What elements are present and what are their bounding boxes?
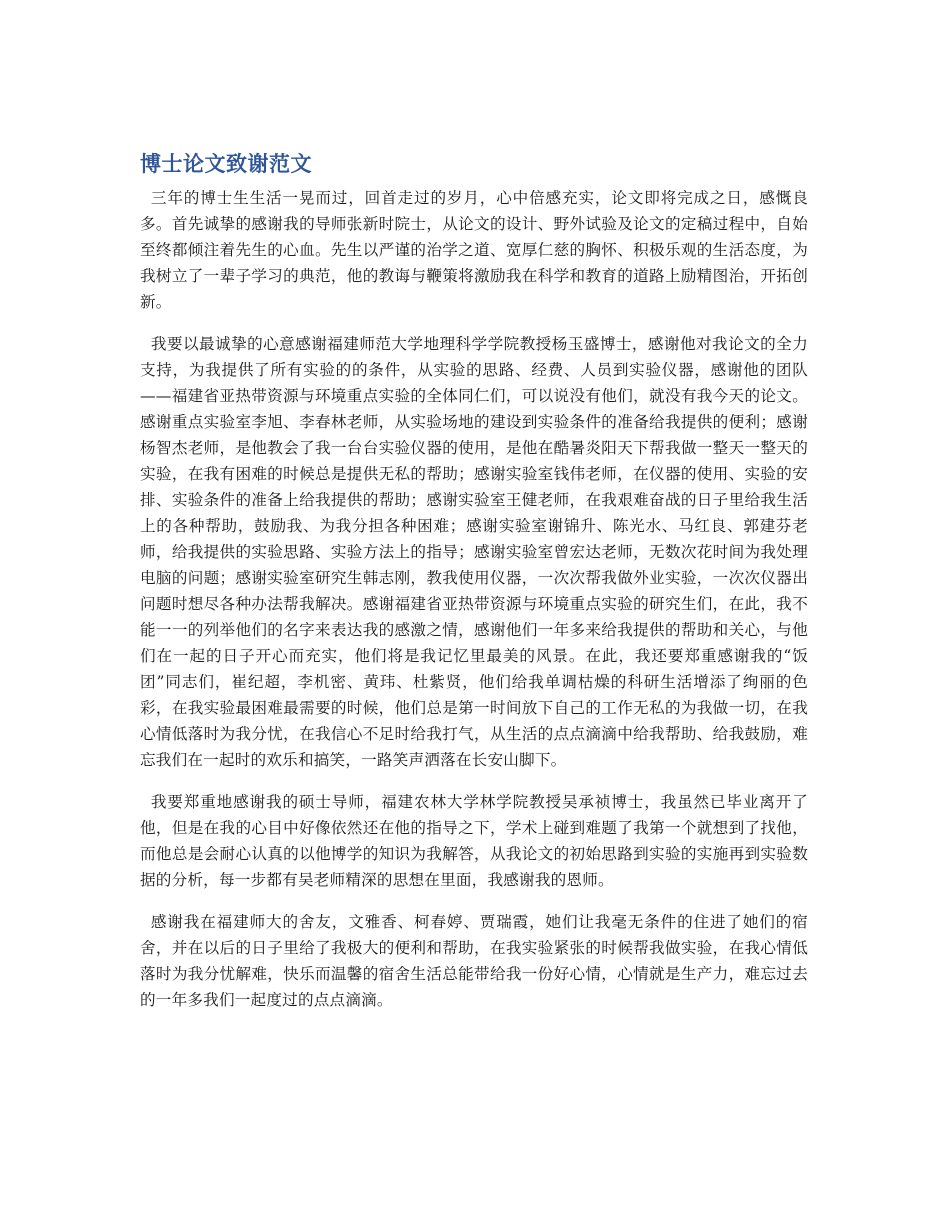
document-body — [140, 149, 808, 1029]
document-title: 博士论文致谢范文 — [140, 152, 312, 176]
paragraph-master-advisor-thanks: 我要郑重地感谢我的硕士导师，福建农林大学林学院教授吴承祯博士，我虽然已毕业离开了他，但是在我的心目中好像依然还在他的指导之下，学术上碰到难题了我第一个就想到了找他，而他总是会耐心认真的以他博学的知识为我解答，从我论文的初始思路到实验的实施再到实验数据的分析，每一步都有吴老师精深的思想在里面，我感谢我的恩师。 — [140, 793, 808, 889]
paragraph-lab-thanks: 我要以最诚挚的心意感谢福建师范大学地理科学学院教授杨玉盛博士，感谢他对我论文的全力支持，为我提供了所有实验的的条件，从实验的思路、经费、人员到实验仪器，感谢他的团队——福建省亚热带资源与环境重点实验的全体同仁们，可以说没有他们，就没有我今天的论文。感谢重点实验室李旭、李春林老师，从实验场地的建设到实验条件的准备给我提供的便利；感谢杨智杰老师，是他教会了我一台台实验仪器的使用，是他在酷暑炎阳天下帮我做一整天一整天的实验，在我有困难的时候总是提供无私的帮助；感谢实验室钱伟老师，在仪器的使用、实验的安排、实验条件的准备上给我提供的帮助；感谢实验室王健老师，在我艰难奋战的日子里给我生活上的各种帮助，鼓励我、为我分担各种困难；感谢实验室谢锦升、陈光水、马红良、郭建芬老师，给我提供的实验思路、实验方法上的指导；感谢实验室曾宏达老师，无数次花时间为我处理电脑的问题；感谢实验室研究生韩志刚，教我使用仪器，一次次帮我做外业实验，一次次仪器出问题时想尽各种办法帮我解决。感谢福建省亚热带资源与环境重点实验的研究生们，在此，我不能一一的列举他们的名字来表达我的感激之情，感谢他们一年多来给我提供的帮助和关心，与他们在一起的日子开心而充实，他们将是我记忆里最美的风景。在此，我还要郑重感谢我的“饭团”同志们，崔纪超，李机密、黄玮、杜紫贤，他们给我单调枯燥的科研生活增添了绚丽的色彩，在我实验最困难最需要的时候，他们总是第一时间放下自己的工作无私的为我做一切，在我心情低落时为我分忧，在我信心不足时给我打气，从生活的点点滴滴中给我帮助、给我鼓励，难忘我们在一起时的欢乐和搞笑，一路笑声洒落在长安山脚下。 — [140, 335, 808, 769]
paragraph-roommates-thanks: 感谢我在福建师大的舍友，文雅香、柯春婷、贾瑞霞，她们让我毫无条件的住进了她们的宿舍，并在以后的日子里给了我极大的便利和帮助，在我实验紧张的时候帮我做实验，在我心情低落时为我分忧解难，快乐而温馨的宿舍生活总能带给我一份好心情，心情就是生产力，难忘过去的一年多我们一起度过的点点滴滴。 — [140, 913, 808, 1009]
paragraph-advisor-thanks: 三年的博士生生活一晃而过，回首走过的岁月，心中倍感充实，论文即将完成之日，感慨良多。首先诚挚的感谢我的导师张新时院士，从论文的设计、野外试验及论文的定稿过程中，自始至终都倾注着先生的心血。先生以严谨的治学之道、宽厚仁慈的胸怀、积极乐观的生活态度，为我树立了一辈子学习的典范，他的教诲与鞭策将激励我在科学和教育的道路上励精图治，开拓创新。 — [140, 189, 808, 311]
